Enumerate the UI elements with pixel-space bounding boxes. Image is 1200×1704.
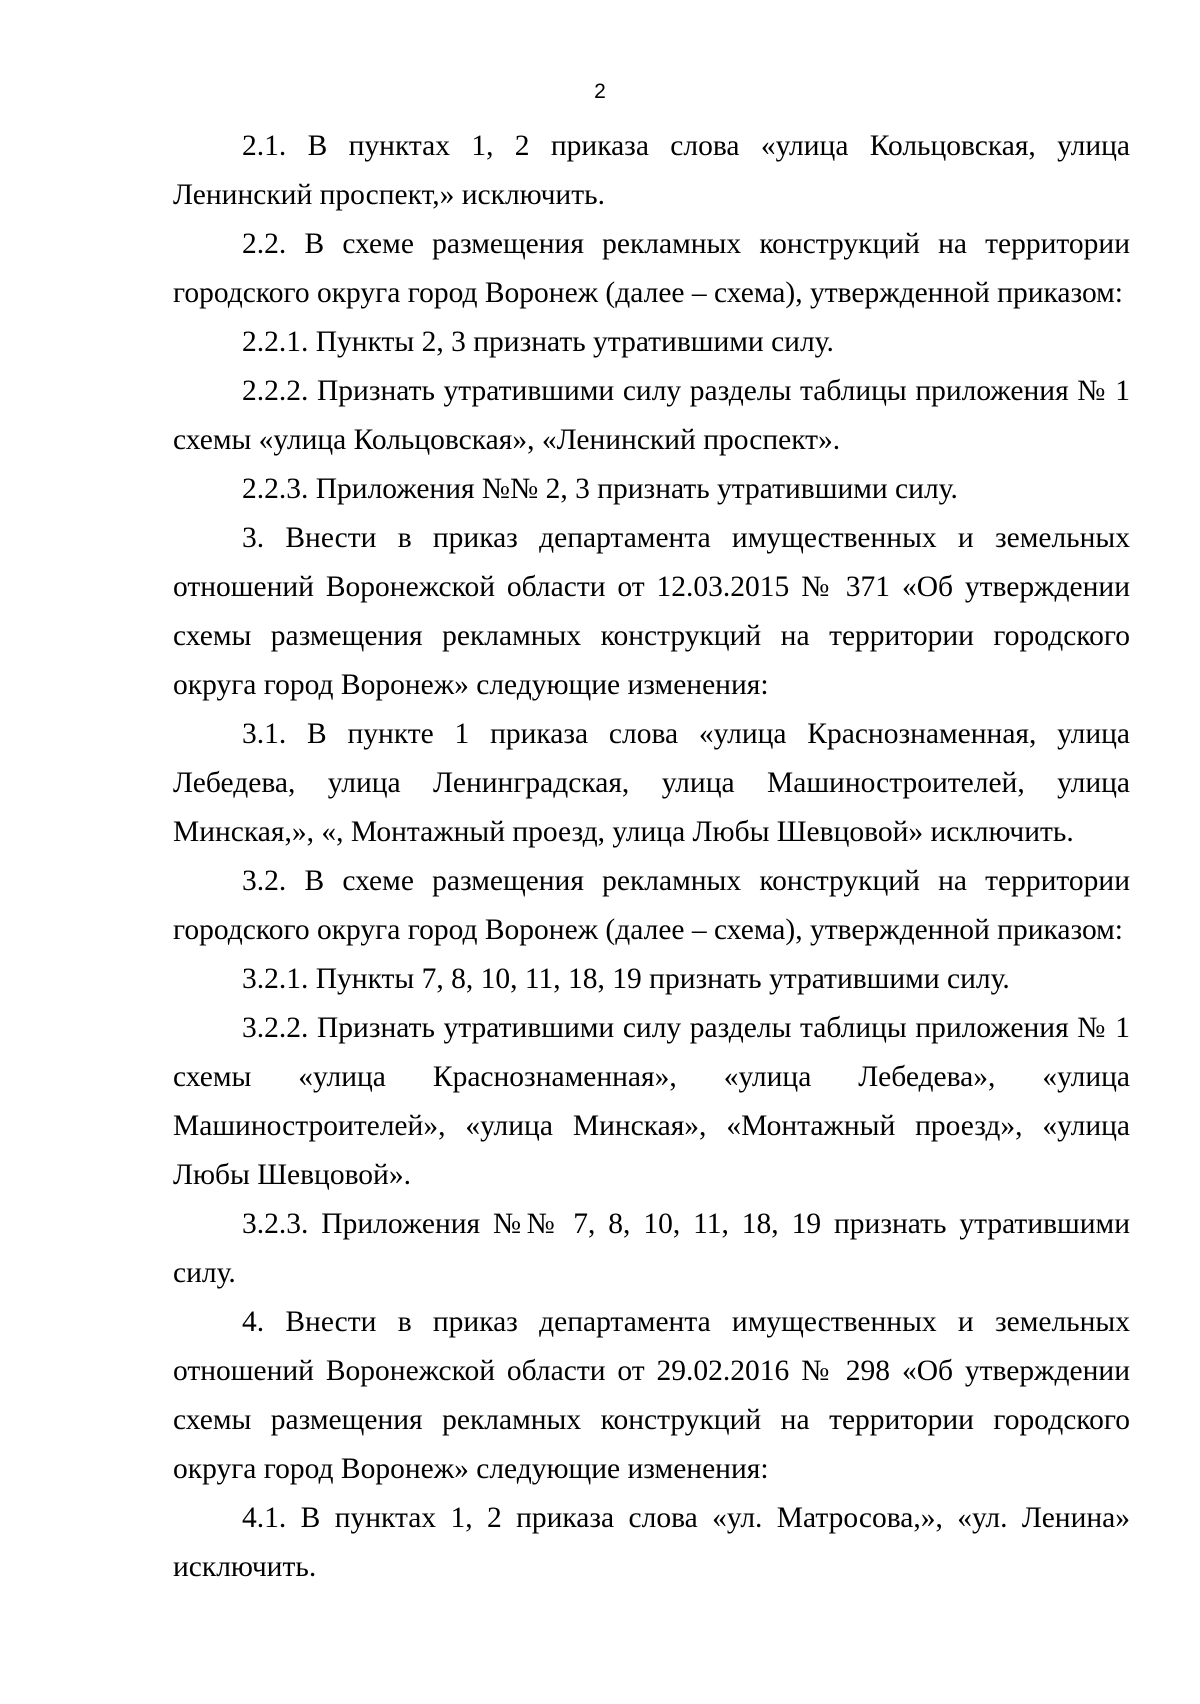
paragraph-3: 3. Внести в приказ департамента имущественных и земельных отношений Воронежской области от 12.03.2015 № 371 «Об утверждении схемы размещения рекламных конструкций на территории городского округа город Воронеж» следующие изменения: [173,522,1130,701]
paragraph-3-2-2: 3.2.2. Признать утратившими силу разделы таблицы приложения № 1 схемы «улица Краснознаменная», «улица Лебедева», «улица Машиностроителей», «улица Минская», «Монтажный проезд», «улица Любы Шевцовой». [173,1012,1130,1191]
paragraph-2-2-2: 2.2.2. Признать утратившими силу разделы таблицы приложения № 1 схемы «улица Кольцовская», «Ленинский проспект». [173,375,1130,456]
paragraph-2-1: 2.1. В пунктах 1, 2 приказа слова «улица Кольцовская, улица Ленинский проспект,» исключить. [173,130,1130,211]
paragraph-3-2-3: 3.2.3. Приложения №№ 7, 8, 10, 11, 18, 19 признать утратившими силу. [173,1208,1130,1289]
page-number: 2 [594,80,606,103]
paragraph-3-1: 3.1. В пункте 1 приказа слова «улица Краснознаменная, улица Лебедева, улица Ленинградская, улица Машиностроителей, улица Минская,», «, Монтажный проезд, улица Любы Шевцовой» исключить. [173,718,1130,848]
paragraph-2-2-3: 2.2.3. Приложения №№ 2, 3 признать утратившими силу. [242,473,958,505]
paragraph-3-2-1: 3.2.1. Пункты 7, 8, 10, 11, 18, 19 признать утратившими силу. [242,963,1010,995]
paragraph-2-2: 2.2. В схеме размещения рекламных конструкций на территории городского округа город Воронеж (далее – схема), утвержденной приказом: [173,228,1130,309]
paragraph-3-2: 3.2. В схеме размещения рекламных конструкций на территории городского округа город Воронеж (далее – схема), утвержденной приказом: [173,865,1130,946]
paragraph-2-2-1: 2.2.1. Пункты 2, 3 признать утратившими силу. [242,326,834,358]
paragraph-4-1: 4.1. В пунктах 1, 2 приказа слова «ул. Матросова,», «ул. Ленина» исключить. [173,1502,1130,1583]
paragraph-4: 4. Внести в приказ департамента имущественных и земельных отношений Воронежской области от 29.02.2016 № 298 «Об утверждении схемы размещения рекламных конструкций на территории городского округа город Воронеж» следующие изменения: [173,1306,1130,1485]
document-body [173,122,1130,1592]
